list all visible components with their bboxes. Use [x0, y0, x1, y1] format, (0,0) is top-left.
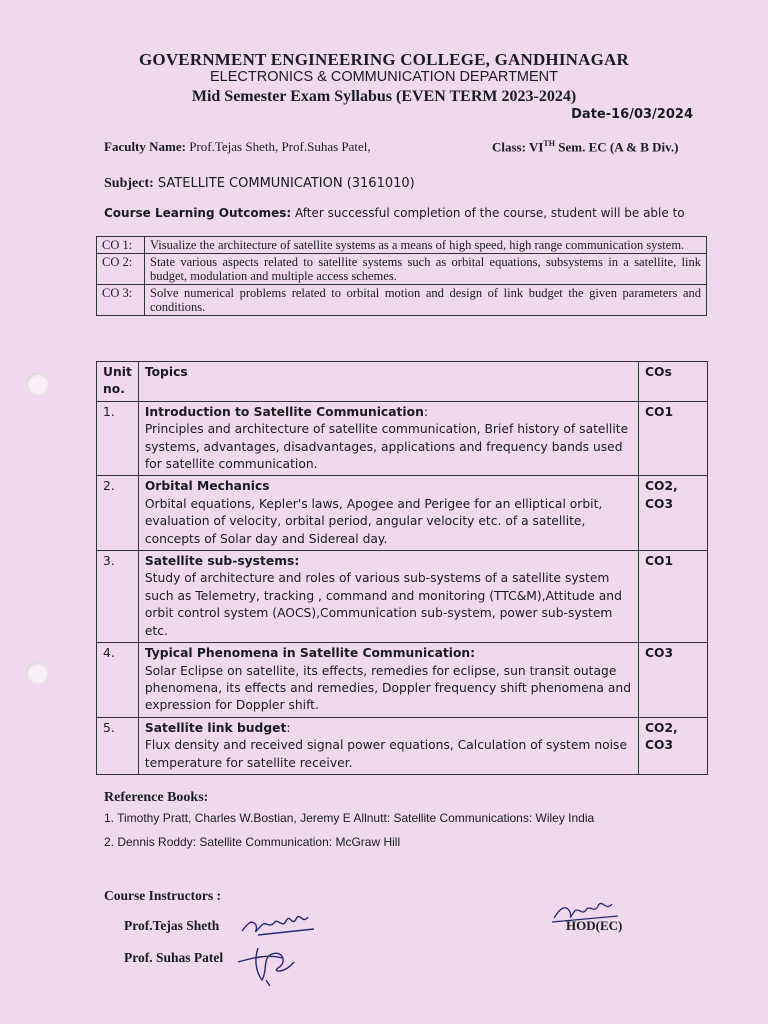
unit-title-suffix: : — [286, 720, 291, 735]
table-row — [97, 401, 708, 476]
units-table — [96, 361, 708, 775]
table-row — [97, 254, 707, 285]
clo-label: Course Learning Outcomes: — [104, 206, 292, 220]
faculty-line — [104, 139, 371, 155]
unit-title: Typical Phenomena in Satellite Communication: — [144, 646, 476, 661]
table-row — [97, 717, 708, 774]
co-description: Visualize the architecture of satellite systems as a means of high speed, high range communication system. — [145, 237, 707, 254]
unit-text: Flux density and received signal power equations, Calculation of system noise temperature for satellite receiver. — [144, 738, 628, 770]
instructor-name: Prof.Tejas Sheth — [124, 918, 220, 933]
signature-hod — [548, 894, 628, 926]
table-row — [97, 285, 707, 316]
instructor-name: Prof. Suhas Patel — [124, 950, 224, 965]
unit-text: Study of architecture and roles of various sub-systems of a satellite system such as Telemetry, tracking , command and monitoring (TTC&M),Attitude and orbit control system (AOCS),Communication sub-system, power sub-system etc. — [144, 571, 622, 638]
college-name: GOVERNMENT ENGINEERING COLLEGE, GANDHINAGAR — [138, 50, 629, 69]
subject-label: Subject: — [104, 176, 154, 191]
header-unit: Unit no. — [97, 362, 139, 402]
unit-number: 4. — [97, 643, 139, 718]
class-suffix: Sem. EC (A & B Div.) — [554, 139, 679, 155]
unit-number: 5. — [97, 717, 139, 774]
subject-line — [104, 176, 415, 192]
co-description: Solve numerical problems related to orbital motion and design of link budget the given parameters and conditions. — [145, 285, 707, 316]
signature-suhas-patel — [232, 940, 312, 988]
table-row — [97, 476, 708, 551]
unit-title: Introduction to Satellite Communication — [144, 404, 424, 419]
unit-cos: CO1 — [639, 401, 708, 476]
unit-topics — [138, 643, 638, 718]
co-code: CO 2: — [97, 254, 145, 285]
hod-label: HOD(EC) — [566, 918, 623, 933]
punch-hole — [26, 662, 48, 684]
clo-line — [104, 206, 685, 220]
unit-title: Satellite link budget — [144, 720, 287, 735]
exam-title: Mid Semester Exam Syllabus (EVEN TERM 2023-2024) — [191, 88, 577, 105]
unit-number: 2. — [97, 476, 139, 551]
punch-hole — [26, 373, 48, 395]
unit-number: 1. — [97, 401, 139, 476]
unit-topics — [138, 551, 638, 643]
unit-title-suffix: : — [423, 404, 428, 419]
class-line — [492, 139, 678, 155]
unit-text: Principles and architecture of satellite communication, Brief history of satellite systems, advantages, disadvantages, applications and frequency bands used for satellite communication. — [144, 422, 629, 472]
unit-text: Orbital equations, Kepler's laws, Apogee and Perigee for an elliptical orbit, evaluation of velocity, orbital period, angular velocity etc. of a satellite, concepts of Solar day and Sidereal day. — [144, 496, 603, 546]
exam-date: Date-16/03/2024 — [571, 107, 693, 122]
unit-text: Solar Eclipse on satellite, its effects, remedies for eclipse, sun transit outage phenomena, its effects and remedies, Doppler frequency shift phenomena and expression for Doppler shift. — [144, 663, 632, 713]
faculty-value: Prof.Tejas Sheth, Prof.Suhas Patel, — [185, 139, 371, 154]
table-header-row — [97, 362, 708, 402]
unit-topics — [138, 401, 638, 476]
co-description: State various aspects related to satellite systems such as orbital equations, subsystems in a satellite, link budget, modulation and multiple access schemes. — [145, 254, 707, 285]
unit-number: 3. — [97, 551, 139, 643]
header-cos: COs — [639, 362, 708, 402]
faculty-label: Faculty Name: — [104, 139, 186, 154]
co-code: CO 3: — [97, 285, 145, 316]
class-sup: TH — [543, 139, 555, 148]
unit-cos: CO3 — [639, 643, 708, 718]
unit-cos: CO2, CO3 — [639, 476, 708, 551]
header-topics: Topics — [138, 362, 638, 402]
reference-item: 1. Timothy Pratt, Charles W.Bostian, Jeremy E Allnutt: Satellite Communications: Wiley India — [104, 811, 595, 825]
clo-value: After successful completion of the course, student will be able to — [291, 206, 685, 220]
unit-title: Orbital Mechanics — [144, 479, 270, 494]
unit-cos: CO2, CO3 — [639, 717, 708, 774]
reference-item: 2. Dennis Roddy: Satellite Communication: McGraw Hill — [104, 835, 401, 849]
unit-topics — [138, 717, 638, 774]
subject-value: SATELLITE COMMUNICATION (3161010) — [153, 176, 415, 191]
table-row — [97, 551, 708, 643]
class-prefix: Class: VI — [492, 139, 544, 155]
signature-tejas-sheth — [238, 905, 318, 939]
references-heading: Reference Books: — [104, 790, 209, 805]
table-row — [97, 643, 708, 718]
unit-title: Satellite sub-systems: — [144, 554, 300, 569]
co-code: CO 1: — [97, 237, 145, 254]
unit-topics — [138, 476, 638, 551]
instructors-heading: Course Instructors : — [104, 888, 221, 903]
table-row — [97, 237, 707, 254]
department-name: ELECTRONICS & COMMUNICATION DEPARTMENT — [209, 69, 559, 85]
course-outcomes-table — [96, 236, 707, 316]
unit-cos: CO1 — [639, 551, 708, 643]
